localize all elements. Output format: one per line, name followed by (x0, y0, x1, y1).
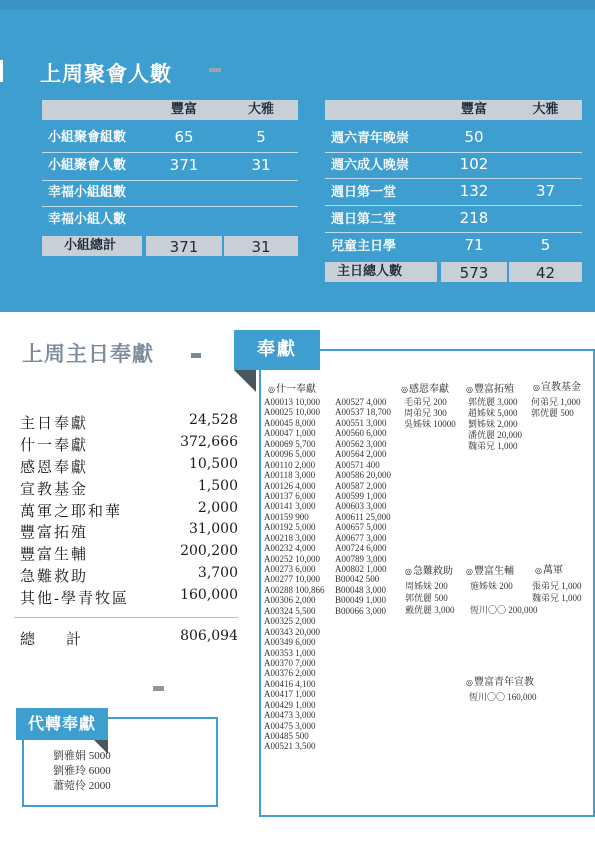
left-header-fengfu: 豐富 (170, 102, 197, 117)
right-row-label: 兒童主日學 (331, 239, 397, 254)
tithe-entry: A00473 3,000 (264, 710, 316, 721)
title-dash-icon (209, 68, 221, 72)
left-row-value-fengfu: 371 (169, 156, 199, 174)
donation-entry: 郭侊麗 500 (531, 408, 574, 418)
category-hosts: ◎萬軍 (535, 565, 563, 576)
donation-entry: 郭侊麗 3,000 (468, 397, 518, 407)
tithe-entry: A00288 100,866 (264, 584, 325, 595)
tithe-entry: A00192 5,000 (264, 522, 316, 533)
tithe-column-2 (335, 397, 391, 616)
offering-total-row (20, 628, 238, 648)
tithe-entry: A00277 10,000 (264, 574, 320, 585)
offering-label: 感恩奉獻 (20, 460, 89, 476)
offering-title: 上周主日奉獻 (22, 342, 154, 366)
left-total-fengfu: 371 (169, 238, 199, 256)
tithe-entry: A00724 6,000 (335, 543, 387, 554)
offering-amount: 1,500 (197, 478, 238, 494)
bullet-icon: ◎ (466, 385, 473, 394)
offering-amount: 24,528 (189, 412, 238, 428)
right-total-label: 主日總人數 (337, 264, 403, 279)
right-row-value-fengfu: 102 (459, 155, 489, 173)
offering-row (20, 412, 238, 432)
tithe-entry: A00110 2,000 (264, 459, 316, 470)
tithe-entry: A00475 3,000 (264, 720, 316, 731)
bullet-icon: ◎ (466, 678, 473, 687)
left-row-label: 幸福小組組數 (48, 185, 127, 200)
offering-row (20, 543, 238, 563)
tithe-entry: A00571 400 (335, 459, 380, 470)
bullet-icon: ◎ (405, 567, 412, 576)
right-header-fengfu: 豐富 (460, 102, 487, 117)
right-header-daya: 大雅 (532, 102, 559, 117)
tithe-entry: A00045 8,000 (264, 417, 316, 428)
donation-entry: 劉姊妹 2,000 (468, 419, 518, 429)
left-row-value-daya: 5 (256, 128, 266, 146)
tithe-entry: A00802 1,000 (335, 564, 387, 574)
tithe-entry: A00069 5,700 (264, 438, 316, 449)
title-accent (0, 60, 3, 82)
tithe-entry: A00273 6,000 (264, 564, 316, 574)
offering-label: 豐富拓殖 (20, 525, 89, 541)
tithe-entry: A00252 10,000 (264, 553, 320, 564)
tithe-entry: A00047 1,000 (264, 428, 316, 439)
offering-label: 其他-學青牧區 (20, 591, 129, 607)
title-dash-icon (191, 353, 201, 358)
right-row-label: 週六成人晚崇 (331, 158, 410, 173)
tithe-entry: A00349 6,000 (264, 637, 316, 648)
tithe-entry: A00562 3,000 (335, 438, 387, 449)
category-life: ◎豐富生輔 (466, 566, 514, 577)
offering-amount: 31,000 (189, 521, 238, 537)
row-divider (325, 232, 582, 233)
tithe-entry: A00611 25,000 (335, 511, 391, 522)
donation-entry: 潘侊麗 20,000 (468, 430, 523, 440)
tithe-entry: A00376 2,000 (264, 668, 316, 679)
category-mission: ◎宣教基金 (533, 382, 581, 393)
bullet-icon: ◎ (466, 567, 473, 576)
bullet-icon: ◎ (401, 385, 408, 394)
offering-row (20, 521, 238, 541)
tithe-entry: A00586 20,000 (335, 470, 391, 481)
tithe-entry: A00306 2,000 (264, 595, 316, 606)
left-row-label: 幸福小組人數 (48, 212, 127, 227)
donation-entry: 施姊妹 200 (470, 581, 513, 591)
tithe-entry: A00551 3,000 (335, 417, 387, 428)
dash-icon (153, 686, 164, 691)
right-row-label: 週六青年晚崇 (331, 131, 410, 146)
tithe-entry: A00603 3,000 (335, 501, 387, 512)
tithe-entry: B00066 3,000 (335, 605, 387, 616)
donation-entry: 戴侊麗 3,000 (405, 605, 455, 615)
offering-amount: 160,000 (180, 587, 238, 603)
tithe-entry: A00416 4,100 (264, 678, 316, 689)
offering-row (20, 565, 238, 585)
tithe-entry: B00048 3,000 (335, 584, 387, 595)
offering-amount: 372,666 (180, 434, 238, 450)
offering-row (20, 434, 238, 454)
offering-row (20, 587, 238, 607)
left-row-value-fengfu: 65 (174, 128, 194, 146)
tithe-entry: A00159 900 (264, 511, 309, 522)
tithe-entry: A00325 2,000 (264, 616, 316, 627)
tithe-entry: A00141 3,000 (264, 501, 316, 512)
left-row-label: 小組聚會組數 (48, 130, 127, 145)
category-tithe: ◎什一奉獻 (268, 384, 316, 395)
right-row-label: 週日第二堂 (331, 212, 397, 227)
bullet-icon: ◎ (533, 383, 540, 392)
category-thanks: ◎感恩奉獻 (401, 384, 449, 395)
offering-divider (14, 617, 238, 618)
offering-label: 宣教基金 (20, 482, 89, 498)
tithe-entry: B00049 1,000 (335, 595, 387, 606)
offering-label: 什一奉獻 (20, 438, 89, 454)
offering-label: 主日奉獻 (20, 416, 89, 432)
right-row-value-fengfu: 132 (459, 182, 489, 200)
offering-row (20, 500, 238, 520)
donation-entry: 吳姊妹 10000 (404, 419, 456, 429)
offering-total-amount: 806,094 (180, 628, 238, 644)
row-divider (42, 152, 298, 153)
tithe-entry: A00564 2,000 (335, 449, 387, 460)
category-youth: ◎豐富青年宣教 (466, 677, 534, 688)
tithe-entry: A00218 3,000 (264, 532, 316, 543)
attendance-title: 上周聚會人數 (40, 62, 172, 86)
tithe-entry: A00343 20,000 (264, 626, 320, 637)
tithe-entry: A00370 7,000 (264, 657, 316, 668)
right-row-value-fengfu: 71 (464, 236, 484, 254)
tithe-entry: A00599 1,000 (335, 490, 387, 501)
left-row-value-daya: 31 (251, 156, 271, 174)
row-divider (325, 152, 582, 153)
left-total-label: 小組總計 (64, 238, 117, 253)
donation-detail-title: 奉獻 (234, 330, 320, 370)
tithe-entry: A00137 6,000 (264, 490, 316, 501)
offering-amount: 3,700 (197, 565, 238, 581)
tithe-entry: B00042 500 (335, 574, 380, 585)
row-divider (42, 206, 298, 207)
donation-entry: 恆川〇〇 160,000 (469, 692, 537, 702)
tithe-entry: A00789 3,000 (335, 553, 387, 564)
donation-entry: 魏弟兄 1,000 (532, 593, 582, 603)
tab-fold (234, 370, 256, 392)
tithe-entry: A00118 3,000 (264, 470, 316, 481)
offering-label: 豐富生輔 (20, 547, 89, 563)
offering-label: 萬軍之耶和華 (20, 504, 123, 520)
tithe-entry: A00324 5,500 (264, 605, 316, 616)
row-divider (42, 180, 298, 181)
donation-entry: 趙姊妹 5,000 (468, 408, 518, 418)
right-total-fengfu: 573 (459, 264, 489, 282)
tithe-entry: A00126 4,000 (264, 480, 316, 491)
tithe-entry: A00232 4,000 (264, 543, 316, 554)
tithe-entry: A00677 3,000 (335, 532, 387, 543)
tithe-entry: A00537 18,700 (335, 407, 391, 418)
tithe-entry: A00485 500 (264, 731, 309, 741)
donation-entry: 張弟兄 1,000 (532, 581, 582, 591)
tithe-entry: A00560 6,000 (335, 428, 387, 439)
donation-entry: 毛弟兄 200 (404, 397, 447, 407)
tithe-entry: A00521 3,500 (264, 741, 316, 752)
offering-row (20, 478, 238, 498)
tithe-entry: A00527 4,000 (335, 397, 387, 407)
top-stripe (0, 0, 595, 10)
donation-entry: 魏弟兄 1,000 (468, 441, 518, 451)
offering-amount: 200,200 (180, 543, 238, 559)
right-row-value-fengfu: 218 (459, 209, 489, 227)
row-divider (325, 178, 582, 179)
right-row-value-fengfu: 50 (464, 128, 484, 146)
tithe-entry: A00429 1,000 (264, 699, 316, 710)
offering-total-label: 總 計 (20, 632, 90, 648)
tithe-entry: A00025 10,000 (264, 407, 320, 418)
right-total-daya: 42 (535, 264, 556, 282)
tithe-entry: A00096 5,000 (264, 449, 316, 460)
offering-amount: 10,500 (189, 456, 238, 472)
category-expansion: ◎豐富拓殖 (466, 384, 514, 395)
tithe-entry: A00587 2,000 (335, 480, 387, 491)
donation-entry: 恆川〇〇 200,000 (470, 605, 538, 615)
offering-label: 急難救助 (20, 569, 89, 585)
tithe-entry: A00013 10,000 (264, 397, 320, 407)
donation-entry: 周弟兄 300 (404, 408, 447, 418)
category-emergency: ◎急難救助 (405, 566, 453, 577)
proxy-item: 劉雅玲 6000 (53, 765, 111, 777)
left-row-label: 小組聚會人數 (48, 158, 127, 173)
right-row-value-daya: 37 (535, 182, 556, 200)
bullet-icon: ◎ (268, 385, 275, 394)
left-header-daya: 大雅 (247, 102, 274, 117)
donation-entry: 何弟兄 1,000 (531, 397, 581, 407)
tithe-entry: A00417 1,000 (264, 689, 316, 700)
offering-row (20, 456, 238, 476)
proxy-offering-title: 代轉奉獻 (16, 708, 108, 740)
bullet-icon: ◎ (535, 566, 542, 575)
right-row-label: 週日第一堂 (331, 185, 397, 200)
proxy-item: 蕭菀伶 2000 (53, 780, 111, 792)
donation-entry: 周姊妹 200 (405, 581, 448, 591)
donation-entry: 郭侊麗 500 (405, 593, 448, 603)
offering-amount: 2,000 (197, 500, 238, 516)
tithe-column-1 (264, 397, 325, 752)
row-divider (325, 205, 582, 206)
proxy-item: 劉雅娟 5000 (53, 750, 111, 762)
tithe-entry: A00353 1,000 (264, 647, 316, 658)
tithe-entry: A00657 5,000 (335, 522, 387, 533)
right-row-value-daya: 5 (540, 236, 551, 254)
left-total-daya: 31 (251, 238, 271, 256)
